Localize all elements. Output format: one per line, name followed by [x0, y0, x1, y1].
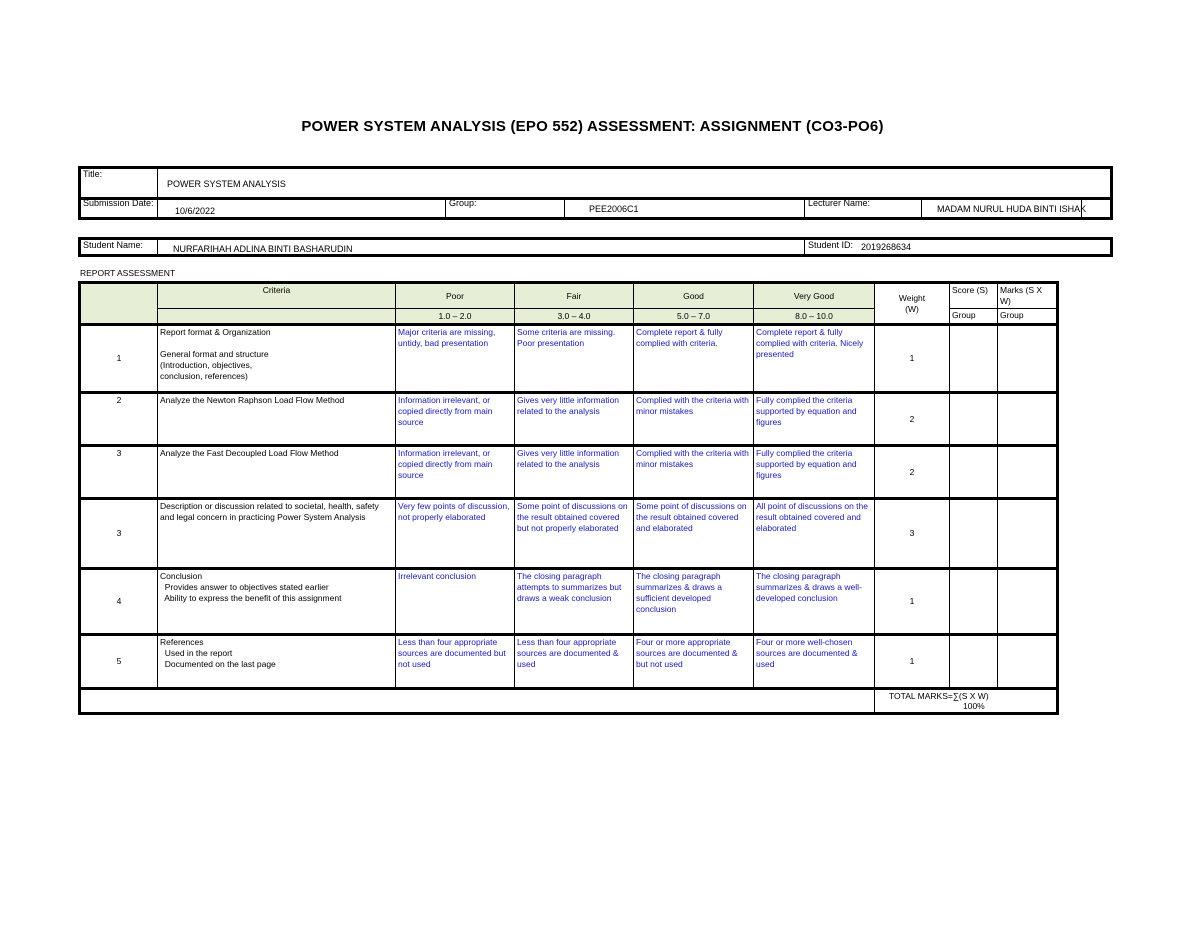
rubric-table: [78, 281, 1059, 715]
student-col-divider: [157, 240, 158, 254]
table-row: [80, 393, 1058, 446]
header-weight-sub: (W): [905, 303, 919, 314]
row-marks-cell[interactable]: [998, 446, 1058, 499]
student-id-value: 2019268634: [861, 242, 912, 252]
info-box: [78, 166, 1113, 220]
criteria-line: [160, 338, 393, 349]
row-poor: Very few points of discussion, not properly elaborated: [396, 499, 515, 569]
row-good: Complete report & fully complied with criteria.: [634, 325, 754, 393]
row-fair: Some point of discussions on the result obtained covered but not properly elaborated: [515, 499, 634, 569]
total-label: TOTAL MARKS=∑(S X W): [889, 691, 989, 701]
document-title: POWER SYSTEM ANALYSIS (EPO 552) ASSESSMENT: ASSIGNMENT (CO3-PO6): [301, 118, 884, 135]
row-fair: The closing paragraph attempts to summarizes but draws a weak conclusion: [515, 569, 634, 635]
info-col-divider: [564, 197, 565, 217]
row-marks-cell[interactable]: [998, 569, 1058, 635]
row-poor: Information irrelevant, or copied directly from main source: [396, 446, 515, 499]
title-label: Title:: [83, 169, 103, 179]
header-criteria: Criteria: [158, 283, 396, 309]
row-criteria: Analyze the Newton Raphson Load Flow Method: [158, 393, 396, 446]
row-criteria: [158, 635, 396, 689]
row-score-cell[interactable]: [950, 325, 998, 393]
row-marks-cell[interactable]: [998, 325, 1058, 393]
row-fair: Some criteria are missing. Poor presentation: [515, 325, 634, 393]
row-poor: Information irrelevant, or copied directly from main source: [396, 393, 515, 446]
row-score-cell[interactable]: [950, 635, 998, 689]
row-number: 1: [80, 325, 158, 393]
student-name-value: NURFARIHAH ADLINA BINTI BASHARUDIN: [173, 244, 353, 254]
row-good: The closing paragraph summarizes & draws a sufficient developed conclusion: [634, 569, 754, 635]
marks-group-label: Group: [998, 309, 1058, 325]
table-row: [80, 635, 1058, 689]
score-group-label: Group: [950, 309, 998, 325]
group-label: Group:: [449, 198, 477, 208]
very-good-range: 8.0 – 10.0: [754, 309, 875, 325]
row-poor: Irrelevant conclusion: [396, 569, 515, 635]
row-weight: 3: [875, 499, 950, 569]
info-col-divider: [445, 197, 446, 217]
row-very-good: Fully complied the criteria supported by equation and figures: [754, 446, 875, 499]
header-weight-label: Weight: [898, 292, 926, 303]
table-row: [80, 499, 1058, 569]
row-criteria: [158, 569, 396, 635]
header-poor: Poor: [396, 283, 515, 309]
total-percent: 100%: [963, 701, 985, 711]
row-number: 3: [80, 499, 158, 569]
total-row: [80, 689, 1058, 714]
criteria-line: Provides answer to objectives stated earlier: [160, 582, 329, 592]
row-score-cell[interactable]: [950, 499, 998, 569]
poor-range: 1.0 – 2.0: [396, 309, 515, 325]
row-weight: 1: [875, 569, 950, 635]
row-number: 4: [80, 569, 158, 635]
criteria-line: General format and structure: [160, 349, 269, 359]
row-good: Complied with the criteria with minor mistakes: [634, 393, 754, 446]
row-score-cell[interactable]: [950, 569, 998, 635]
report-assessment-label: REPORT ASSESSMENT: [80, 268, 176, 278]
student-name-label: Student Name:: [83, 240, 144, 250]
criteria-line: (Introduction, objectives,: [160, 360, 253, 370]
criteria-line: Conclusion: [160, 571, 203, 581]
header-criteria-blank: [158, 309, 396, 325]
row-score-cell[interactable]: [950, 446, 998, 499]
header-marks: Marks (S X W): [998, 283, 1058, 309]
good-range: 5.0 – 7.0: [634, 309, 754, 325]
submission-date-label: Submission Date:: [83, 198, 154, 208]
row-marks-cell[interactable]: [998, 635, 1058, 689]
row-good: Some point of discussions on the result obtained covered and elaborated: [634, 499, 754, 569]
header-good: Good: [634, 283, 754, 309]
total-cell: [875, 689, 1058, 714]
fair-range: 3.0 – 4.0: [515, 309, 634, 325]
row-very-good: All point of discussions on the result obtained covered and elaborated: [754, 499, 875, 569]
row-very-good: Four or more well-chosen sources are documented & used: [754, 635, 875, 689]
row-good: Four or more appropriate sources are documented & but not used: [634, 635, 754, 689]
row-weight: 1: [875, 325, 950, 393]
student-col-divider: [804, 240, 805, 254]
criteria-line: conclusion, references): [160, 371, 248, 381]
row-criteria: Description or discussion related to societal, health, safety and legal concern in practicing Power System Analysis: [158, 499, 396, 569]
row-weight: 2: [875, 393, 950, 446]
row-poor: Major criteria are missing, untidy, bad presentation: [396, 325, 515, 393]
info-col-divider: [804, 197, 805, 217]
row-good: Complied with the criteria with minor mistakes: [634, 446, 754, 499]
row-marks-cell[interactable]: [998, 499, 1058, 569]
row-number: 3: [80, 446, 158, 499]
row-number: 2: [80, 393, 158, 446]
header-weight: [875, 283, 950, 325]
criteria-line: Ability to express the benefit of this assignment: [160, 593, 342, 603]
row-number: 5: [80, 635, 158, 689]
criteria-line: Used in the report: [160, 648, 233, 658]
title-value: POWER SYSTEM ANALYSIS: [167, 179, 286, 189]
row-very-good: Complete report & fully complied with criteria. Nicely presented: [754, 325, 875, 393]
row-weight: 1: [875, 635, 950, 689]
criteria-line: Report format & Organization: [160, 327, 271, 337]
info-col-divider: [157, 169, 158, 217]
student-id-label: Student ID:: [808, 240, 854, 250]
row-very-good: The closing paragraph summarizes & draws a well-developed conclusion: [754, 569, 875, 635]
table-row: [80, 325, 1058, 393]
row-criteria: [158, 325, 396, 393]
row-very-good: Fully complied the criteria supported by equation and figures: [754, 393, 875, 446]
criteria-line: References: [160, 637, 204, 647]
group-value: PEE2006C1: [589, 204, 639, 214]
table-row: [80, 446, 1058, 499]
submission-date-value: 10/6/2022: [175, 206, 216, 216]
row-criteria: Analyze the Fast Decoupled Load Flow Method: [158, 446, 396, 499]
total-blank: [80, 689, 875, 714]
lecturer-name-label: Lecturer Name:: [808, 198, 871, 208]
criteria-line: Documented on the last page: [160, 659, 276, 669]
row-fair: Less than four appropriate sources are documented & used: [515, 635, 634, 689]
row-score-cell[interactable]: [950, 393, 998, 446]
student-box: [78, 237, 1113, 257]
row-weight: 2: [875, 446, 950, 499]
row-marks-cell[interactable]: [998, 393, 1058, 446]
lecturer-name-value: MADAM NURUL HUDA BINTI ISHAK: [937, 204, 1087, 214]
header-very-good: Very Good: [754, 283, 875, 309]
header-score: Score (S): [950, 283, 998, 309]
header-fair: Fair: [515, 283, 634, 309]
table-row: [80, 569, 1058, 635]
row-fair: Gives very little information related to the analysis: [515, 446, 634, 499]
row-poor: Less than four appropriate sources are documented but not used: [396, 635, 515, 689]
row-fair: Gives very little information related to the analysis: [515, 393, 634, 446]
info-col-divider: [921, 197, 922, 217]
info-divider: [81, 197, 1110, 200]
header-number: [80, 283, 158, 325]
